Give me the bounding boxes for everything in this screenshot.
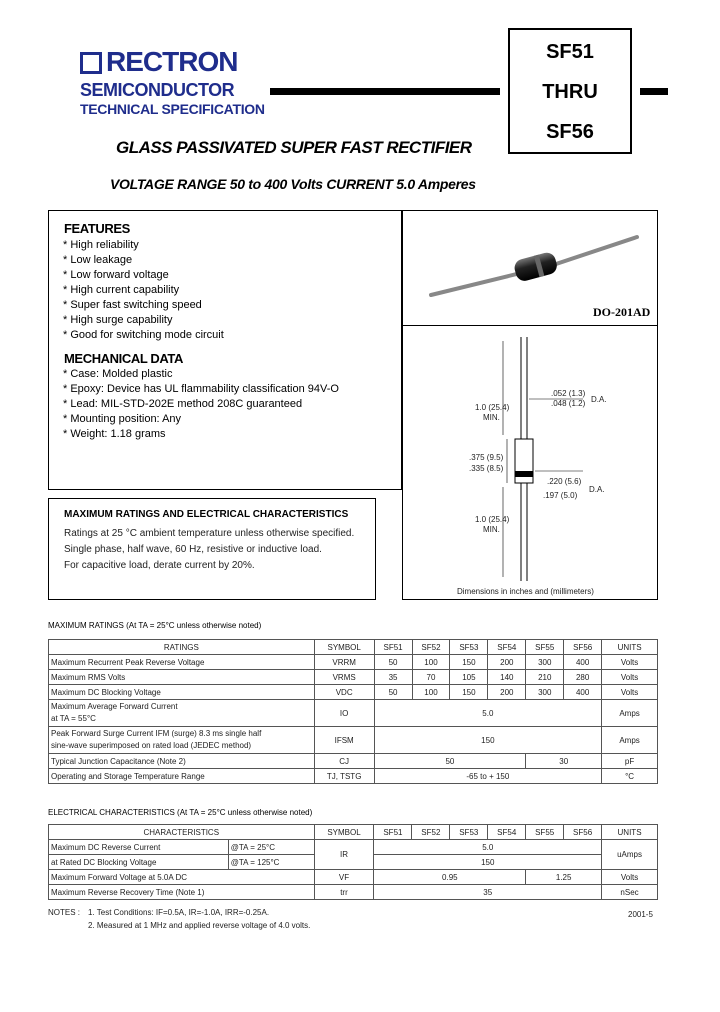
part-line-1: SF51	[546, 41, 594, 63]
row-unit: nSec	[602, 885, 658, 900]
note-2: 2. Measured at 1 MHz and applied reverse voltage of 4.0 volts.	[88, 921, 311, 930]
row-unit: pF	[602, 754, 658, 769]
table-header: SF52	[412, 640, 450, 655]
dimension-drawing	[403, 331, 657, 591]
header-rule-left	[270, 88, 500, 95]
table-header: SF53	[450, 640, 488, 655]
note-1: 1. Test Conditions: IF=0.5A, IR=-1.0A, IRR=-0.25A.	[88, 908, 270, 917]
table-header: SF55	[526, 640, 564, 655]
notes-label: NOTES :	[48, 908, 81, 917]
cell: 30	[526, 754, 602, 769]
cell: 100	[412, 685, 450, 700]
part-number-box	[508, 28, 632, 154]
table-row	[49, 870, 658, 885]
lead-len-bot: 1.0 (25.4)	[475, 515, 510, 524]
features-list	[63, 238, 224, 343]
row-label: Typical Junction Capacitance (Note 2)	[49, 754, 315, 769]
cell: 5.0	[374, 700, 602, 727]
table-header: CHARACTERISTICS	[49, 825, 315, 840]
table-header: SF56	[564, 640, 602, 655]
cell: 0.95	[374, 870, 526, 885]
dia-label-2: D.A.	[589, 485, 605, 494]
list-item: * High surge capability	[63, 314, 173, 326]
cell: 400	[564, 655, 602, 670]
list-item: * Epoxy: Device has UL flammability classification 94V-O	[63, 383, 339, 395]
max-table-caption: MAXIMUM RATINGS (At TA = 25°C unless otherwise noted)	[48, 621, 262, 630]
row-symbol: IFSM	[314, 727, 374, 754]
brand-logo-icon	[80, 52, 102, 74]
row-symbol: IR	[314, 840, 374, 870]
table-header: SF53	[450, 825, 488, 840]
table-header: SF51	[374, 825, 412, 840]
body-len-min: .335 (8.5)	[469, 464, 504, 473]
cell: 210	[526, 670, 564, 685]
row-symbol: TJ, TSTG	[314, 769, 374, 784]
part-line-3: SF56	[546, 121, 594, 143]
list-item: * High reliability	[63, 239, 139, 251]
table-header: SF52	[412, 825, 450, 840]
row-label-line: Peak Forward Surge Current IFM (surge) 8.3 ms single half	[51, 729, 262, 738]
row-symbol: trr	[314, 885, 374, 900]
row-condition: @TA = 25°C	[228, 840, 314, 855]
body-dia-max: .220 (5.6)	[547, 477, 582, 486]
cell: 5.0	[374, 840, 602, 855]
features-heading: FEATURES	[64, 221, 130, 236]
row-unit: Volts	[602, 870, 658, 885]
cell: 50	[374, 754, 526, 769]
cell: 150	[450, 685, 488, 700]
cell: 150	[374, 727, 602, 754]
table-row	[49, 685, 658, 700]
brand-name: RECTRON	[106, 46, 238, 77]
cell: 400	[564, 685, 602, 700]
mechanical-heading: MECHANICAL DATA	[64, 351, 183, 366]
lead-dia-min: .048 (1.2)	[551, 399, 586, 408]
page-subtitle: VOLTAGE RANGE 50 to 400 Volts CURRENT 5.0 Amperes	[110, 176, 476, 192]
cell: 50	[374, 655, 412, 670]
electrical-table	[48, 824, 658, 900]
cell: 105	[450, 670, 488, 685]
cell: -65 to + 150	[374, 769, 602, 784]
table-header: SF54	[488, 825, 526, 840]
cell: 150	[374, 855, 602, 870]
ratings-line: Single phase, half wave, 60 Hz, resistive or inductive load.	[64, 544, 322, 555]
list-item: * Case: Molded plastic	[63, 368, 173, 380]
cell: 70	[412, 670, 450, 685]
diode-photo-icon	[423, 227, 643, 317]
list-item: * High current capability	[63, 284, 180, 296]
max-ratings-table	[48, 639, 658, 784]
table-row	[49, 885, 658, 900]
cell: 1.25	[526, 870, 602, 885]
row-label: at Rated DC Blocking Voltage	[49, 855, 229, 870]
table-header: SF55	[526, 825, 564, 840]
division-name: SEMICONDUCTOR	[80, 80, 235, 100]
table-header: UNITS	[602, 640, 658, 655]
table-header: SYMBOL	[314, 640, 374, 655]
row-label: Maximum DC Blocking Voltage	[49, 685, 315, 700]
row-symbol: CJ	[314, 754, 374, 769]
ratings-heading: MAXIMUM RATINGS AND ELECTRICAL CHARACTERISTICS	[64, 509, 349, 520]
cell: 200	[488, 655, 526, 670]
package-divider	[403, 325, 657, 326]
lead-len-top: 1.0 (25.4)	[475, 403, 510, 412]
lead-len-bot-min: MIN.	[483, 525, 500, 534]
row-symbol: VDC	[314, 685, 374, 700]
dimensions-note: Dimensions in inches and (millimeters)	[457, 587, 594, 596]
cell: 280	[564, 670, 602, 685]
package-drawing-box	[402, 210, 658, 600]
table-row	[49, 840, 658, 855]
row-unit: Amps	[602, 700, 658, 727]
row-symbol: VF	[314, 870, 374, 885]
list-item: * Low forward voltage	[63, 269, 169, 281]
table-header: SF54	[488, 640, 526, 655]
table-header: SYMBOL	[314, 825, 374, 840]
cell: 300	[526, 655, 564, 670]
row-label-line: Maximum Average Forward Current	[51, 702, 178, 711]
table-row	[49, 655, 658, 670]
table-row	[49, 727, 658, 754]
table-row	[49, 670, 658, 685]
body-len-max: .375 (9.5)	[469, 453, 504, 462]
ratings-box	[48, 498, 376, 600]
row-unit: Volts	[602, 670, 658, 685]
lead-dia-max: .052 (1.3)	[551, 389, 586, 398]
table-row	[49, 754, 658, 769]
cell: 150	[450, 655, 488, 670]
part-line-2: THRU	[542, 81, 598, 103]
cell: 300	[526, 685, 564, 700]
row-label: Maximum RMS Volts	[49, 670, 315, 685]
row-label	[49, 700, 315, 727]
cell: 50	[374, 685, 412, 700]
cell: 140	[488, 670, 526, 685]
package-name: DO-201AD	[593, 305, 651, 319]
row-unit: uAmps	[602, 840, 658, 870]
list-item: * Good for switching mode circuit	[63, 329, 224, 341]
row-label: Operating and Storage Temperature Range	[49, 769, 315, 784]
revision-date: 2001-5	[628, 910, 653, 919]
cell: 100	[412, 655, 450, 670]
list-item: * Super fast switching speed	[63, 299, 202, 311]
row-label-line: sine-wave superimposed on rated load (JEDEC method)	[51, 741, 252, 750]
row-symbol: VRRM	[314, 655, 374, 670]
cell: 35	[374, 670, 412, 685]
body-dia-min: .197 (5.0)	[543, 491, 578, 500]
list-item: * Low leakage	[63, 254, 133, 266]
row-label: Maximum Forward Voltage at 5.0A DC	[49, 870, 315, 885]
table-header-row	[49, 825, 658, 840]
table-row	[49, 700, 658, 727]
page-title: GLASS PASSIVATED SUPER FAST RECTIFIER	[116, 138, 472, 157]
row-label: Maximum Recurrent Peak Reverse Voltage	[49, 655, 315, 670]
cell: 200	[488, 685, 526, 700]
ratings-line: Ratings at 25 °C ambient temperature unless otherwise specified.	[64, 528, 355, 539]
table-header: SF56	[564, 825, 602, 840]
ratings-lines	[64, 526, 354, 574]
table-header: SF51	[374, 640, 412, 655]
dia-label-1: D.A.	[591, 395, 607, 404]
elec-table-caption: ELECTRICAL CHARACTERISTICS (At TA = 25°C unless otherwise noted)	[48, 808, 313, 817]
list-item: * Mounting position: Any	[63, 413, 182, 425]
features-box	[48, 210, 402, 490]
row-symbol: IO	[314, 700, 374, 727]
table-header-row	[49, 640, 658, 655]
row-unit: Volts	[602, 655, 658, 670]
list-item: * Weight: 1.18 grams	[63, 428, 166, 440]
doc-type: TECHNICAL SPECIFICATION	[80, 101, 265, 117]
header-rule-right	[640, 88, 668, 95]
row-symbol: VRMS	[314, 670, 374, 685]
row-condition: @TA = 125°C	[228, 855, 314, 870]
row-unit: °C	[602, 769, 658, 784]
list-item: * Lead: MIL-STD-202E method 208C guaranteed	[63, 398, 303, 410]
row-label	[49, 727, 315, 754]
lead-len-top-min: MIN.	[483, 413, 500, 422]
row-unit: Amps	[602, 727, 658, 754]
ratings-line: For capacitive load, derate current by 20%.	[64, 560, 255, 571]
table-row	[49, 769, 658, 784]
row-label: Maximum DC Reverse Current	[49, 840, 229, 855]
row-unit: Volts	[602, 685, 658, 700]
row-label-line: at TA = 55°C	[51, 714, 96, 723]
table-header: RATINGS	[49, 640, 315, 655]
cell: 35	[374, 885, 602, 900]
mechanical-list	[63, 367, 339, 442]
table-header: UNITS	[602, 825, 658, 840]
row-label: Maximum Reverse Recovery Time (Note 1)	[49, 885, 315, 900]
